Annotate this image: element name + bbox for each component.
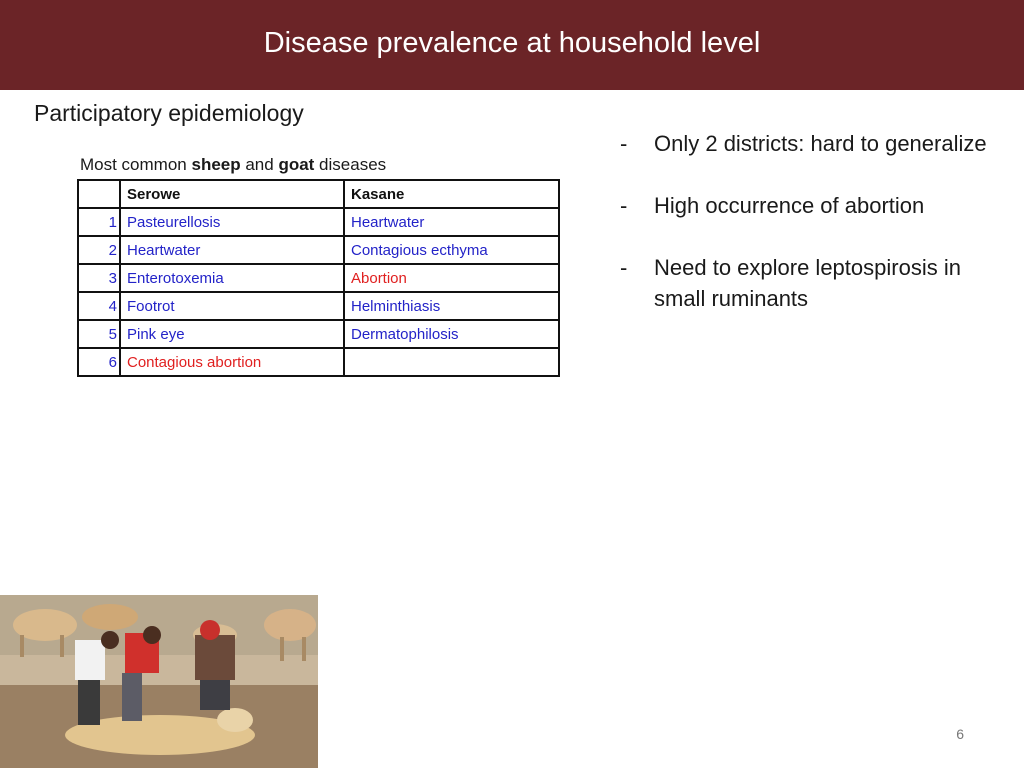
table-row — [78, 236, 559, 264]
slide-title: Disease prevalence at household level — [263, 27, 761, 59]
bullet-item — [620, 128, 1000, 159]
serowe-cell: Heartwater — [120, 236, 344, 264]
kasane-cell: Contagious ecthyma — [344, 236, 559, 264]
table-header-row — [78, 180, 559, 208]
header-kasane: Kasane — [344, 180, 559, 208]
table-row — [78, 292, 559, 320]
rank-cell: 3 — [78, 264, 120, 292]
serowe-cell: Pink eye — [120, 320, 344, 348]
kasane-cell: Dermatophilosis — [344, 320, 559, 348]
caption-post: diseases — [314, 155, 387, 174]
rank-cell: 5 — [78, 320, 120, 348]
bullet-dash: - — [620, 255, 628, 280]
livestock-photo — [0, 595, 318, 768]
table-row — [78, 208, 559, 236]
rank-cell: 1 — [78, 208, 120, 236]
rank-cell: 2 — [78, 236, 120, 264]
serowe-cell: Enterotoxemia — [120, 264, 344, 292]
bullet-text: Need to explore leptospirosis in small ruminants — [654, 255, 961, 311]
bullet-item — [620, 190, 1000, 221]
serowe-cell: Contagious abortion — [120, 348, 344, 376]
table-row — [78, 320, 559, 348]
bullet-item — [620, 252, 1000, 314]
serowe-cell: Footrot — [120, 292, 344, 320]
caption-goat: goat — [278, 155, 315, 174]
bullet-text: High occurrence of abortion — [654, 193, 925, 218]
bullet-dash: - — [620, 131, 628, 156]
table-caption — [80, 155, 386, 175]
header-serowe: Serowe — [120, 180, 344, 208]
kasane-cell: Abortion — [344, 264, 559, 292]
caption-pre: Most common — [80, 155, 192, 174]
table-row — [78, 348, 559, 376]
rank-cell: 6 — [78, 348, 120, 376]
slide-subtitle: Participatory epidemiology — [34, 100, 304, 126]
caption-sheep: sheep — [191, 155, 241, 174]
header-rank-cell — [78, 180, 120, 208]
rank-cell: 4 — [78, 292, 120, 320]
caption-mid: and — [240, 155, 279, 174]
bullet-dash: - — [620, 193, 628, 218]
kasane-cell: Helminthiasis — [344, 292, 559, 320]
table-row — [78, 264, 559, 292]
disease-table — [77, 179, 560, 377]
bullet-list — [620, 128, 1000, 345]
page-number: 6 — [956, 726, 964, 742]
serowe-cell: Pasteurellosis — [120, 208, 344, 236]
bullet-text: Only 2 districts: hard to generalize — [654, 131, 987, 156]
kasane-cell: Heartwater — [344, 208, 559, 236]
kasane-cell — [344, 348, 559, 376]
